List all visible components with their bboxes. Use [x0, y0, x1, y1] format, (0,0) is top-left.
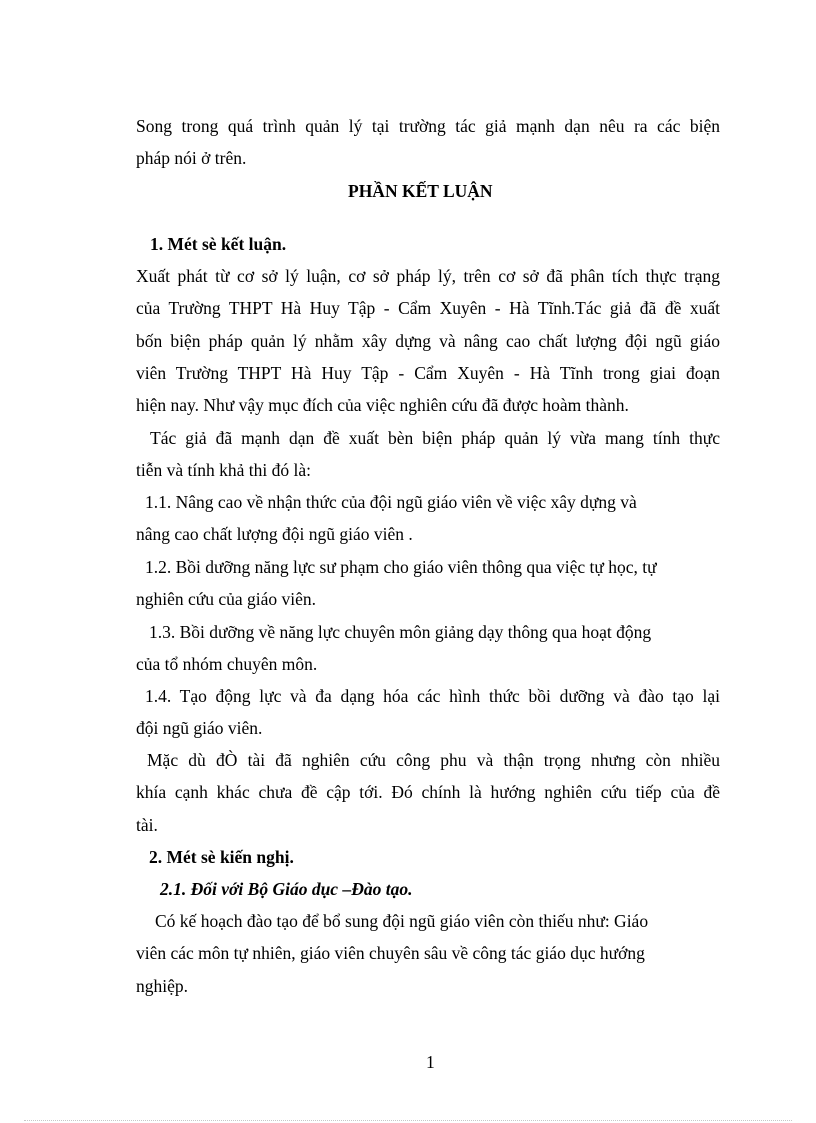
recommendations-p1-line-1: Có kế hoạch đào tạo để bổ sung đội ngũ giáo viên còn thiếu như: Giáo: [155, 911, 649, 931]
conclusion-p3-line-1: Mặc dù đÒ tài đã nghiên cứu công phu và thận trọng nhưng còn nhiều: [147, 750, 720, 770]
conclusion-p2-line-2: tiễn và tính khả thi đó là:: [136, 460, 311, 480]
conclusion-p3-line-3: tài.: [136, 815, 158, 835]
item-1-1-line-1: 1.1. Nâng cao về nhận thức của đội ngũ giáo viên về việc xây dựng và: [145, 492, 637, 512]
item-1-4-line-2: đội ngũ giáo viên.: [136, 718, 263, 738]
conclusion-p1-line-4: viên Trường THPT Hà Huy Tập - Cẩm Xuyên - Hà Tĩnh trong giai đoạn: [136, 363, 720, 383]
recommendations-p1-line-3: nghiệp.: [136, 976, 189, 996]
intro-line-2: pháp nói ở trên.: [136, 148, 247, 168]
item-1-3-line-1: 1.3. Bồi dưỡng về năng lực chuyên môn giảng dạy thông qua hoạt động: [149, 622, 652, 642]
recommendations-p1-line-2: viên các môn tự nhiên, giáo viên chuyên sâu về công tác giáo dục hướng: [136, 943, 645, 963]
conclusion-p2-line-1: Tác giả đã mạnh dạn đề xuất bèn biện pháp quản lý vừa mang tính thực: [150, 428, 720, 448]
conclusion-p3-line-2: khía cạnh khác chưa đề cập tới. Đó chính là hướng nghiên cứu tiếp của đề: [136, 782, 720, 802]
intro-line-1: Song trong quá trình quản lý tại trường tác giả mạnh dạn nêu ra các biện: [136, 116, 720, 136]
conclusion-p1-line-3: bốn biện pháp quản lý nhằm xây dựng và nâng cao chất lượng đội ngũ giáo: [136, 331, 720, 351]
item-1-1-line-2: nâng cao chất lượng đội ngũ giáo viên .: [136, 524, 413, 544]
conclusion-p1-line-2: của Trường THPT Hà Huy Tập - Cẩm Xuyên - Hà Tĩnh.Tác giả đã đề xuất: [136, 298, 720, 318]
recommendations-heading: 2. Mét sè kiến nghị.: [149, 847, 294, 867]
item-1-2-line-2: nghiên cứu của giáo viên.: [136, 589, 317, 609]
section-title: PHẦN KẾT LUẬN: [348, 181, 493, 201]
item-1-2-line-1: 1.2. Bồi dưỡng năng lực sư phạm cho giáo viên thông qua việc tự học, tự: [145, 557, 657, 577]
item-1-4-line-1: 1.4. Tạo động lực và đa dạng hóa các hình thức bồi dưỡng và đào tạo lại: [145, 686, 720, 706]
conclusion-heading: 1. Mét sè kết luận.: [150, 234, 287, 254]
page-bottom-divider: [24, 1120, 792, 1121]
item-1-3-line-2: của tổ nhóm chuyên môn.: [136, 654, 318, 674]
conclusion-p1-line-5: hiện nay. Như vậy mục đích của việc nghiên cứu đã được hoàm thành.: [136, 395, 629, 415]
recommendations-sub-heading: 2.1. Đối với Bộ Giáo dục –Đào tạo.: [160, 879, 413, 899]
conclusion-p1-line-1: Xuất phát từ cơ sở lý luận, cơ sở pháp lý, trên cơ sở đã phân tích thực trạng: [136, 266, 720, 286]
page-number: 1: [426, 1052, 435, 1072]
